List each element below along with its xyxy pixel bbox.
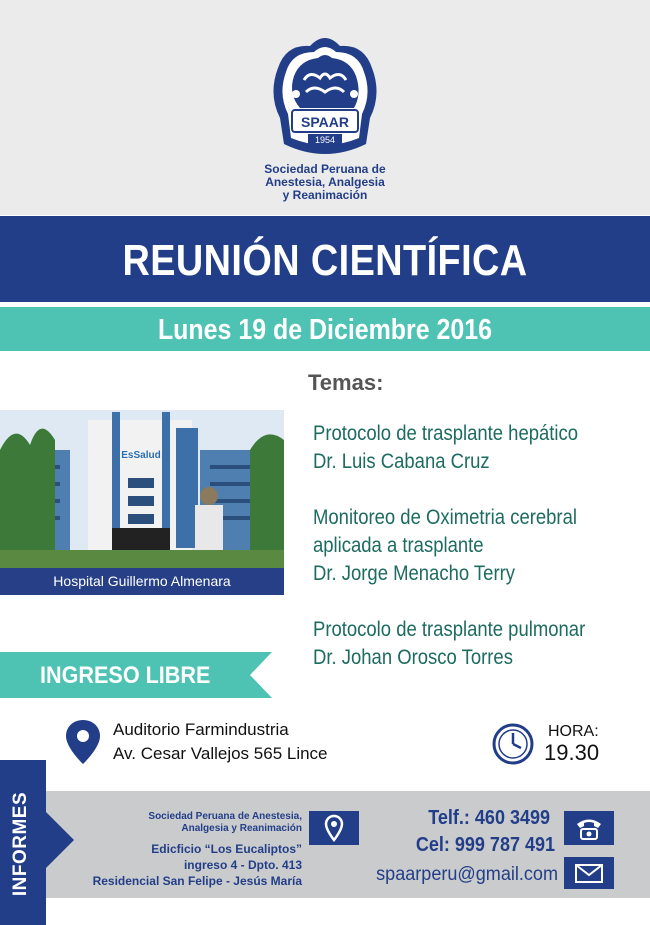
footer-org-line-2: Analgesia y Reanimación (181, 823, 302, 834)
footer-org-line-1: Sociedad Peruana de Anestesia, (148, 811, 302, 822)
event-title: REUNIÓN CIENTÍFICA (122, 236, 528, 285)
organization-name (225, 163, 425, 202)
clock-icon (492, 723, 534, 765)
cell-number[interactable]: Cel: 999 787 491 (415, 834, 555, 856)
hospital-sign: EsSalud (121, 450, 161, 461)
phone-icon (564, 811, 614, 845)
topic-title: Monitoreo de Oximetria cerebral (313, 506, 577, 529)
photo-caption: Hospital Guillermo Almenara (0, 568, 284, 595)
topic-item (313, 420, 608, 476)
org-line-3: y Reanimación (282, 188, 368, 202)
time-label: HORA: (548, 723, 599, 740)
footer-addr-line-3: Residencial San Felipe - Jesús María (92, 874, 302, 888)
phone-number[interactable]: Telf.: 460 3499 (428, 807, 550, 829)
org-line-2: Anestesia, Analgesia (265, 175, 385, 189)
topic-speaker: Dr. Jorge Menacho Terry (313, 562, 516, 585)
topic-speaker: Dr. Luis Cabana Cruz (313, 450, 490, 473)
footer-organization (80, 811, 302, 835)
topics-list (313, 420, 608, 700)
time-value: 19.30 (544, 740, 600, 765)
envelope-icon (564, 857, 614, 889)
topic-speaker: Dr. Johan Orosco Torres (313, 646, 513, 669)
spaar-logo (270, 34, 380, 158)
footer-address (80, 841, 302, 889)
topic-title: Protocolo de trasplante hepático (313, 422, 579, 445)
topic-title-cont: aplicada a trasplante (313, 534, 484, 557)
event-date: Lunes 19 de Diciembre 2016 (157, 314, 493, 346)
topic-item (313, 504, 608, 588)
footer-addr-line-2: ingreso 4 - Dpto. 413 (183, 858, 302, 872)
venue-address: Av. Cesar Vallejos 565 Lince (113, 744, 328, 763)
topic-title: Protocolo de trasplante pulmonar (313, 618, 586, 641)
org-line-1: Sociedad Peruana de (264, 162, 386, 176)
logo-year: 1954 (314, 135, 336, 145)
venue (113, 718, 328, 766)
topic-item (313, 616, 608, 672)
informes-label: INFORMES (10, 791, 31, 897)
footer-addr-line-1: Edicficio “Los Eucaliptos” (151, 842, 302, 856)
logo-acronym: SPAAR (301, 114, 349, 130)
topics-heading: Temas: (308, 370, 384, 395)
email-address[interactable]: spaarperu@gmail.com (376, 864, 558, 885)
admission-label: INGRESO LIBRE (40, 662, 211, 689)
venue-name: Auditorio Farmindustria (113, 720, 289, 739)
location-pin-icon (66, 720, 100, 764)
